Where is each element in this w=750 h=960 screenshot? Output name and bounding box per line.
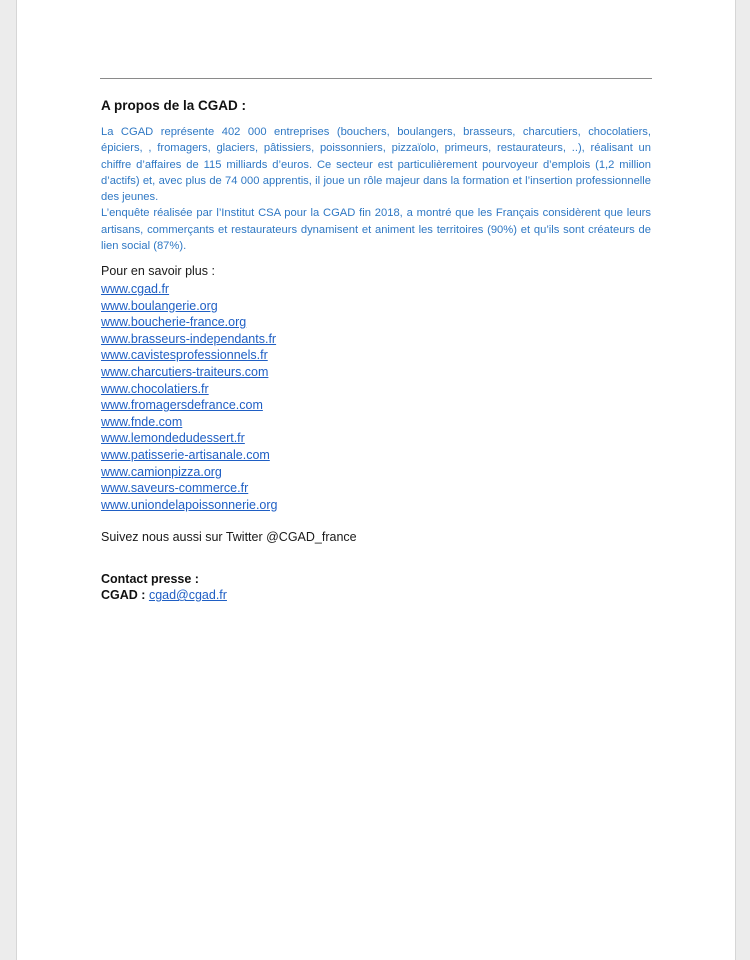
link-patisserie[interactable]: www.patisserie-artisanale.com	[101, 447, 270, 462]
link-cavistes[interactable]: www.cavistesprofessionnels.fr	[101, 348, 268, 363]
contact-org: CGAD :	[101, 588, 146, 602]
link-cgad[interactable]: www.cgad.fr	[101, 282, 170, 296]
link-fromagers[interactable]: www.fromagersdefrance.com	[101, 398, 263, 413]
link-lemondedudessert[interactable]: www.lemondedudessert.fr	[101, 431, 245, 446]
link-boucherie[interactable]: www.boucherie-france.org	[101, 315, 247, 330]
contact-label: Contact presse :	[101, 572, 199, 586]
links-list	[101, 281, 278, 513]
twitter-line: Suivez nous aussi sur Twitter @CGAD_france	[101, 530, 357, 544]
link-fnde[interactable]: www.fnde.com	[101, 414, 183, 429]
link-boulangerie[interactable]: www.boulangerie.org	[101, 298, 218, 313]
link-saveurs-commerce[interactable]: www.saveurs-commerce.fr	[101, 481, 249, 496]
link-camionpizza[interactable]: www.camionpizza.org	[101, 464, 222, 479]
horizontal-divider	[100, 78, 652, 79]
link-poissonnerie[interactable]: www.uniondelapoissonnerie.org	[101, 497, 278, 512]
section-heading: A propos de la CGAD :	[101, 98, 247, 113]
about-paragraph-1: La CGAD représente 402 000 entreprises (bouchers, boulangers, brasseurs, charcutiers, chocolatiers, épiciers, , fromagers, glaciers, pâtissiers, poissonniers, pizzaïolo, primeurs, restaurateurs, ..), réalisant un chiffre d’affaires de 115 milliards d’euros. Ce secteur est particulièrement pourvoyeur d’emplois (1,2 million d’actifs) et, avec plus de 74 000 apprentis, il joue un rôle majeur dans la formation et l’insertion professionnelle des jeunes.	[101, 126, 651, 204]
contact-email-link[interactable]: cgad@cgad.fr	[148, 588, 227, 602]
about-paragraph-2: L’enquête réalisée par l’Institut CSA pour la CGAD fin 2018, a montré que les Français considèrent que leurs artisans, commerçants et restaurateurs dynamisent et animent les territoires (90%) et qu’ils sont créateurs de lien social (87%).	[101, 207, 651, 253]
more-info-label: Pour en savoir plus :	[101, 264, 215, 278]
link-charcutiers[interactable]: www.charcutiers-traiteurs.com	[101, 364, 269, 379]
link-brasseurs[interactable]: www.brasseurs-independants.fr	[101, 331, 277, 346]
contact-line	[101, 588, 227, 602]
about-text	[101, 124, 651, 254]
link-chocolatiers[interactable]: www.chocolatiers.fr	[101, 381, 209, 396]
document-page	[16, 0, 736, 960]
